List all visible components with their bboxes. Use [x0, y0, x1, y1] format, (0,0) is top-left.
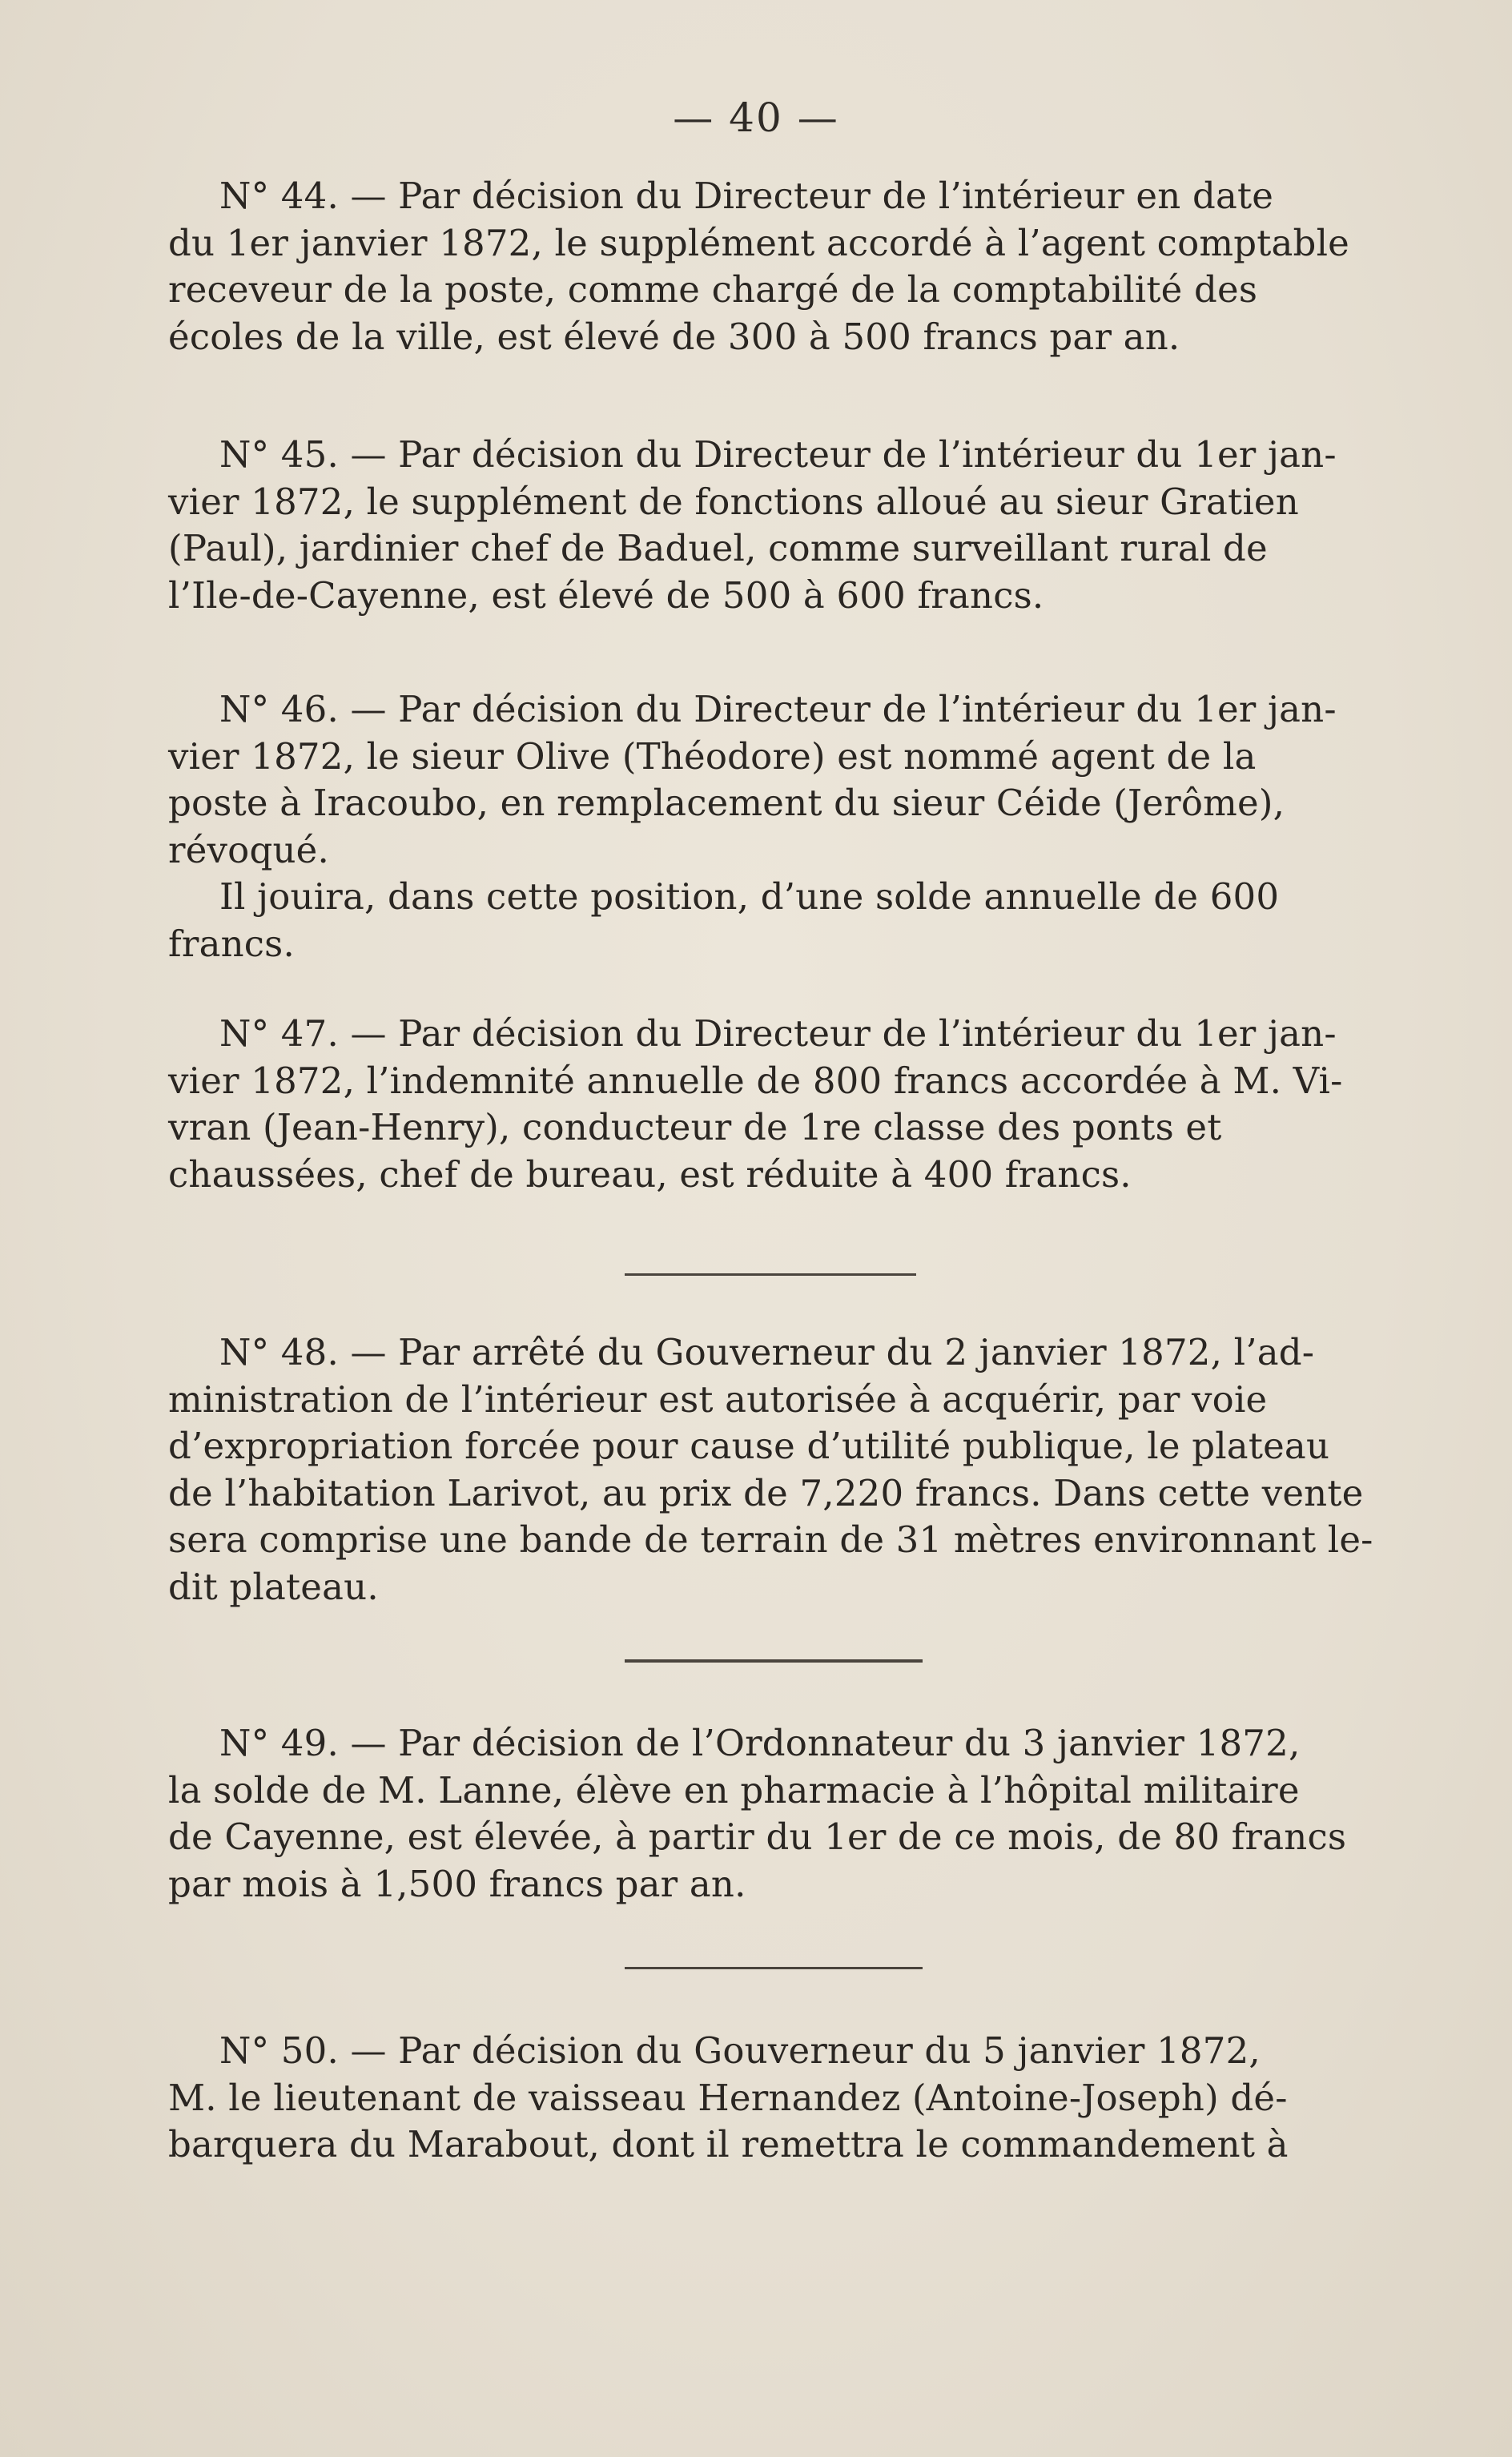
entry-48 — [168, 1329, 1381, 1611]
entry-47 — [168, 1011, 1381, 1198]
entry-line: N° 48. — Par arrêté du Gouverneur du 2 janvier 1872, l’ad- — [219, 1331, 1315, 1373]
entry-line: vier 1872, le sieur Olive (Théodore) est nommé agent de la — [168, 734, 1257, 778]
entry-line: d’expropriation forcée pour cause d’utilité publique, le plateau — [168, 1425, 1330, 1467]
entry-line: barquera du Marabout, dont il remettra le commandement à — [168, 2123, 1289, 2165]
section-divider — [625, 1967, 923, 1969]
entry-line: écoles de la ville, est élevé de 300 à 500 francs par an. — [168, 315, 1180, 358]
entry-line: ministration de l’intérieur est autorisée à acquérir, par voie — [168, 1377, 1268, 1421]
entry-line: francs. — [168, 922, 295, 965]
entry-50 — [168, 2028, 1381, 2169]
entry-line: Il jouira, dans cette position, d’une solde annuelle de 600 — [219, 875, 1280, 918]
page-number: — 40 — — [673, 94, 839, 141]
entry-line: sera comprise une bande de terrain de 31 mètres environnant le- — [168, 1518, 1373, 1561]
entry-line: (Paul), jardinier chef de Baduel, comme surveillant rural de — [168, 527, 1268, 569]
entry-line: de Cayenne, est élevée, à partir du 1er de ce mois, de 80 francs — [168, 1816, 1347, 1858]
entry-line: N° 49. — Par décision de l’Ordonnateur du 3 janvier 1872, — [219, 1722, 1301, 1764]
entry-line: révoqué. — [168, 828, 329, 871]
entry-line: N° 45. — Par décision du Directeur de l’intérieur du 1er jan- — [219, 433, 1337, 476]
entry-line: N° 46. — Par décision du Directeur de l’intérieur du 1er jan- — [219, 688, 1337, 730]
entry-line: N° 44. — Par décision du Directeur de l’intérieur en date — [219, 175, 1274, 217]
entry-line: du 1er janvier 1872, le supplément accordé à l’agent comptable — [168, 221, 1349, 264]
entry-line: vier 1872, le supplément de fonctions alloué au sieur Gratien — [168, 480, 1299, 523]
entry-line: l’Ile-de-Cayenne, est élevé de 500 à 600 francs. — [168, 573, 1044, 617]
entry-44 — [168, 173, 1381, 360]
entry-line: receveur de la poste, comme chargé de la comptabilité des — [168, 268, 1258, 311]
entry-line: M. le lieutenant de vaisseau Hernandez (Antoine-Joseph) dé- — [168, 2076, 1288, 2119]
entry-line: poste à Iracoubo, en remplacement du sieur Céide (Jerôme), — [168, 782, 1285, 824]
section-divider — [625, 1273, 916, 1276]
entry-46 — [168, 686, 1381, 967]
entry-line: chaussées, chef de bureau, est réduite à 400 francs. — [168, 1152, 1132, 1196]
entry-line: N° 47. — Par décision du Directeur de l’intérieur du 1er jan- — [219, 1012, 1337, 1055]
entry-line: par mois à 1,500 francs par an. — [168, 1862, 746, 1905]
entry-line: dit plateau. — [168, 1565, 379, 1608]
entry-line: vier 1872, l’indemnité annuelle de 800 francs accordée à M. Vi- — [168, 1059, 1343, 1102]
entry-49 — [168, 1720, 1381, 1908]
entry-line: N° 50. — Par décision du Gouverneur du 5 janvier 1872, — [219, 2029, 1261, 2072]
entry-45 — [168, 432, 1381, 619]
entry-line: de l’habitation Larivot, au prix de 7,220 francs. Dans cette vente — [168, 1471, 1364, 1514]
entry-line: la solde de M. Lanne, élève en pharmacie à l’hôpital militaire — [168, 1768, 1300, 1812]
section-divider — [625, 1659, 923, 1663]
entry-line: vran (Jean-Henry), conducteur de 1re classe des ponts et — [168, 1106, 1222, 1148]
